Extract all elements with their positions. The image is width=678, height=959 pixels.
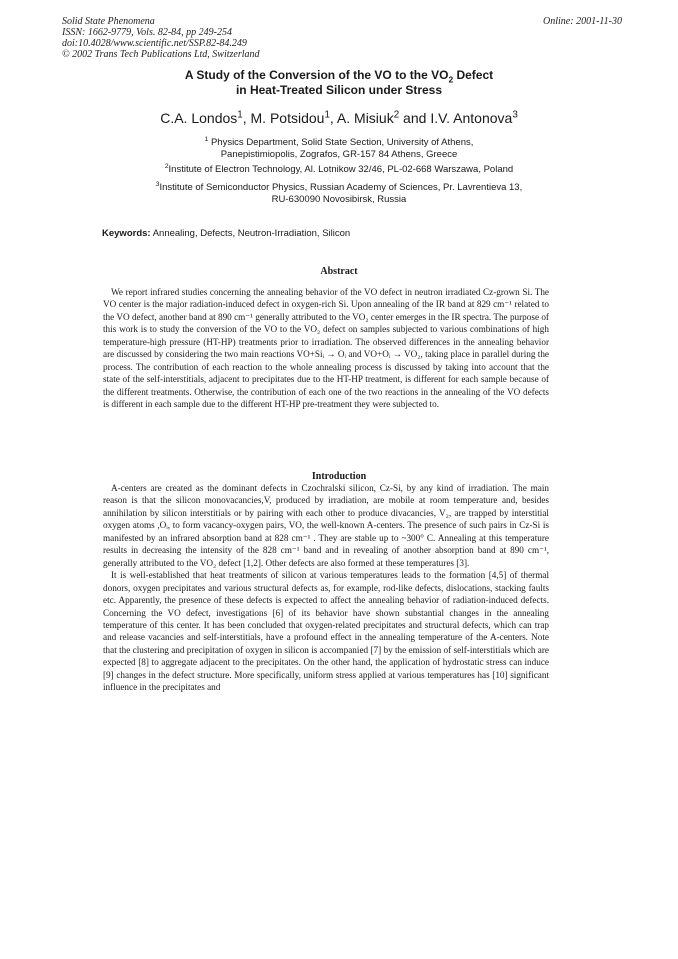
affiliation-line: Institute of Electron Technology, Al. Lotnikow 32/46, PL-02-668 Warszawa, Poland xyxy=(168,164,514,175)
title-line2: in Heat-Treated Silicon under Stress xyxy=(235,83,443,97)
keywords-text: Annealing, Defects, Neutron-Irradiation, Silicon xyxy=(152,228,351,239)
author-separator: and xyxy=(399,110,431,126)
author-affiliation-mark: 3 xyxy=(512,109,518,121)
online-date: Online: 2001-11-30 xyxy=(543,16,622,27)
author-name: M. Potsidou xyxy=(250,110,325,126)
author-separator: , xyxy=(242,110,251,126)
author-list xyxy=(0,110,678,126)
abstract-paragraph: We report infrared studies concerning the annealing behavior of the VO defect in neutron irradiated Cz-grown Si. The VO center is the major radiation-induced defect in oxygen-rich Si. Upon annealing of the IR band at 829 cm⁻¹ related to the VO defect, another band at 890 cm⁻¹ generally attributed to the VO₂ center emerges in the IR spectra. The purpose of this work is to study the conversion of the VO to the VO₂ defect on samples subjected to various combinations of high temperature-high pressure (HT-HP) treatments prior to irradiation. The observed differences in the annealing behavior are discussed by considering the two main reactions VO+Siᵢ → Oᵢ and VO+Oᵢ → VO₂, taking place in parallel during the process. The contribution of each reaction to the whole annealing process is discussed by taking into account that the state of the self-interstitials, adjacent to precipitates due to the HT-HP treatment, is different for each sample because of the different treatments. Otherwise, the contribution of each one of the two reactions in the annealing of the VO defects is different in each sample due to the different HT-HP pre-treatment they were subjected to. xyxy=(103,287,549,410)
affiliation-1 xyxy=(0,137,678,161)
affiliation-number: 2 xyxy=(164,162,169,170)
author-separator: , xyxy=(329,110,337,126)
affiliation-line: RU-630090 Novosibirsk, Russia xyxy=(271,194,407,205)
journal-name: Solid State Phenomena xyxy=(62,16,155,27)
introduction-heading: Introduction xyxy=(311,471,367,482)
author-affiliation-mark: 2 xyxy=(393,109,400,121)
journal-header xyxy=(62,16,622,60)
author-name: C.A. Londos xyxy=(160,110,238,126)
paper-title xyxy=(0,68,678,98)
abstract-body xyxy=(103,286,549,411)
title-line1-pre: A Study of the Conversion of the VO to the VO xyxy=(184,68,449,82)
affiliation-line: Panepistimiopolis, Zografos, GR-157 84 Athens, Greece xyxy=(220,149,458,160)
affiliation-2 xyxy=(0,164,678,176)
doi-line: doi:10.4028/www.scientific.net/SSP.82-84.249 xyxy=(62,38,247,49)
affiliation-line: Institute of Semiconductor Physics, Russian Academy of Sciences, Pr. Lavrentieva 13, xyxy=(159,182,523,193)
author-name: A. Misiuk xyxy=(336,110,394,126)
copyright-line: © 2002 Trans Tech Publications Ltd, Switzerland xyxy=(62,49,260,60)
title-line1-sub: 2 xyxy=(448,74,454,85)
author-affiliation-mark: 1 xyxy=(324,109,330,121)
keywords-label: Keywords: xyxy=(102,228,151,239)
author-affiliation-mark: 1 xyxy=(237,109,243,121)
introduction-body xyxy=(103,482,549,694)
affiliation-number: 1 xyxy=(204,135,209,143)
affiliation-number: 3 xyxy=(155,180,160,188)
keywords xyxy=(102,228,350,239)
author-name: I.V. Antonova xyxy=(430,110,513,126)
affiliation-line: Physics Department, Solid State Section, University of Athens, xyxy=(210,137,474,148)
introduction-paragraph: It is well-established that heat treatments of silicon at various temperatures leads to the formation [4,5] of thermal donors, oxygen precipitates and various structural defects as, for example, rod-like defects, dislocations, stacking faults etc. Apparently, the presence of these defects is expected to affect the annealing behavior of radiation-induced defects. Concerning the VO defect, investigations [6] of its behavior have shown substantial changes in the annealing temperature of this center. It has been concluded that oxygen-related precipitates and structural defects, which can trap and release vacancies and self-interstitials, have a profound effect in the annealing temperature of the A-centers. Note that the clustering and precipitation of oxygen in silicon is accompanied [7] by the emission of self-interstitials which are expected [8] to aggregate adjacent to the precipitates. On the other hand, the application of hydrostatic stress can induce [9] changes in the defect structure. More specifically, uniform stress applied at various temperatures has [10] significant influence in the precipitates and xyxy=(103,570,549,693)
affiliation-3 xyxy=(0,182,678,206)
introduction-paragraph: A-centers are created as the dominant defects in Czochralski silicon, Cz-Si, by any kind of irradiation. The main reason is that the silicon monovacancies,V, produced by irradiation, are mobile at room temperature and, besides annihilation by silicon interstitials or by pairing with each other to produce divacancies, V₂, are trapped by interstitial oxygen atoms ,Oᵢ, to form vacancy-oxygen pairs, VO, the well-known A-centers. The presence of such pairs in Cz-Si is manifested by an infrared absorption band at 828 cm⁻¹ . They are stable up to ~300° C. Annealing at this temperature results in decreasing the intensity of the 828 cm⁻¹ band and in revealing of another absorption band at 890 cm⁻¹, generally attributed to the VO₂ defect [1,2]. Other defects are also formed at these temperatures [3]. xyxy=(103,483,549,568)
issn-line: ISSN: 1662-9779, Vols. 82-84, pp 249-254 xyxy=(62,27,232,38)
abstract-heading: Abstract xyxy=(320,266,358,277)
title-line1-post: Defect xyxy=(453,68,494,82)
